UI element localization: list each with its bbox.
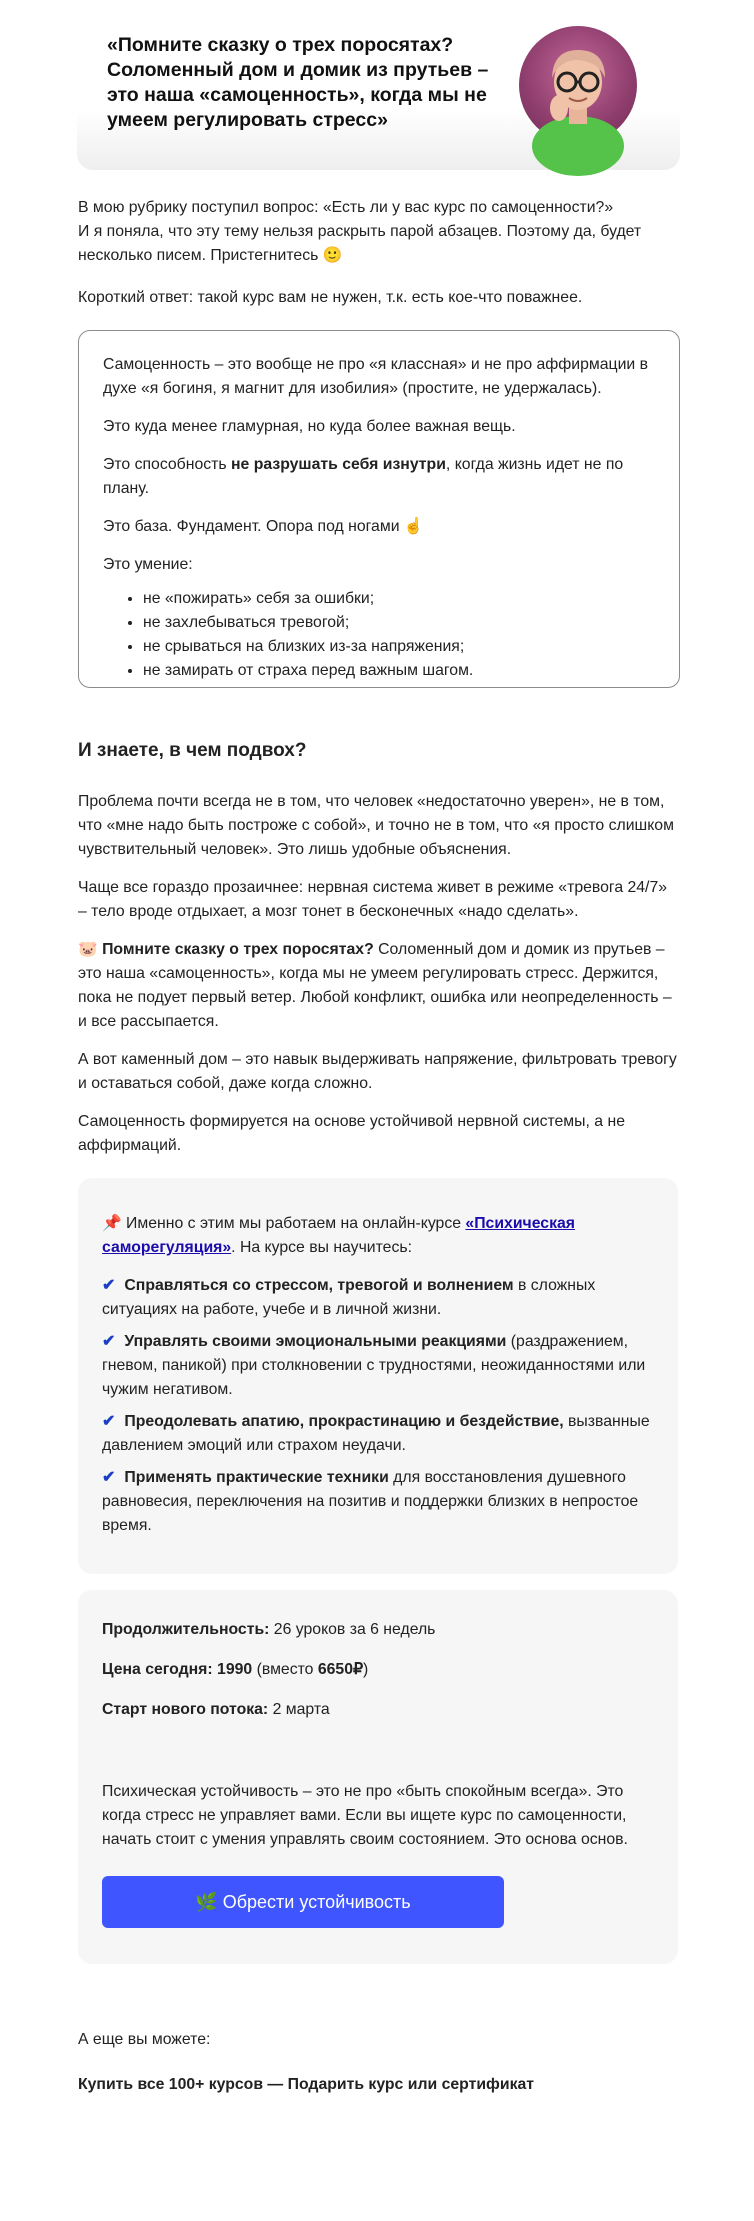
intro-answer: И я поняла, что эту тему нельзя раскрыть парой абзацев. Поэтому да, будет несколько писем. Пристегнитесь 🙂 (78, 223, 642, 264)
skills-list (103, 587, 651, 683)
course-item: ✔ Справляться со стрессом, тревогой и волнением в сложных ситуациях на работе, учебе и в личной жизни. (102, 1274, 658, 1322)
body-p3: 🐷 Помните сказку о трех поросятах? Соломенный дом и домик из прутьев – это наша «самоценность», когда мы не умеем регулировать стресс. Держится, пока не подует первый ветер. Любой конфликт, ошибка или неопределенность – и все рассыпается. (78, 941, 672, 1030)
definition-p4: Это база. Фундамент. Опора под ногами ☝️ (103, 518, 424, 535)
body-p4: А вот каменный дом – это навык выдерживать напряжение, фильтровать тревогу и оставаться собой, даже когда сложно. (78, 1051, 677, 1092)
body-p5: Самоценность формируется на основе устойчивой нервной системы, а не аффирмаций. (78, 1113, 625, 1154)
course-item: ✔ Применять практические техники для восстановления душевного равновесия, переключения на позитив и поддержки близких в непростое время. (102, 1466, 658, 1538)
check-icon: ✔ (102, 1469, 116, 1486)
short-answer: Короткий ответ: такой курс вам не нужен, т.к. есть кое-что поважнее. (78, 289, 583, 306)
intro-question: В мою рубрику поступил вопрос: «Есть ли у вас курс по самоценности?» (78, 199, 614, 216)
course-panel (78, 1178, 678, 1574)
header-title: «Помните сказку о трех поросятах? Соломенный дом и домик из прутьев – это наша «самоценность», когда мы не умеем регулировать стресс» (107, 34, 489, 131)
footer-links-cut: Купить все 100+ курсов — Подарить курс или сертификат (78, 2076, 534, 2093)
course-item: ✔ Преодолевать апатию, прокрастинацию и бездействие, вызванные давлением эмоций или страхом неудачи. (102, 1410, 658, 1458)
more-options-label: А еще вы можете: (78, 2031, 211, 2048)
list-item: • не «пожирать» себя за ошибки; (143, 587, 651, 611)
check-icon: ✔ (102, 1413, 116, 1430)
body-p1: Проблема почти всегда не в том, что человек «недостаточно уверен», не в том, что «мне надо быть построже с собой», и точно не в том, что «я просто слишком чувствительный человек». Это лишь удобные объяснения. (78, 793, 674, 858)
intro-paragraph (78, 196, 678, 268)
closing-paragraph: Психическая устойчивость – это не про «быть спокойным всегда». Это когда стресс не управляет вами. Если вы ищете курс по самоценности, начать стоит с умения управлять своим состоянием. Это основа основ. (102, 1783, 628, 1848)
definition-p2: Это куда менее гламурная, но куда более важная вещь. (103, 418, 516, 435)
email-header (77, 20, 680, 170)
list-item: • не захлебываться тревогой; (143, 611, 651, 635)
check-icon: ✔ (102, 1277, 116, 1294)
course-intro: 📌 Именно с этим мы работаем на онлайн-курсе «Психическая саморегуляция». На курсе вы научитесь: (102, 1215, 575, 1256)
author-avatar (519, 26, 637, 144)
duration-line: Продолжительность: 26 уроков за 6 недель (102, 1621, 436, 1638)
body-p2: Чаще все гораздо прозаичнее: нервная система живет в режиме «тревога 24/7» – тело вроде отдыхает, а мозг тонет в бесконечных «надо сделать». (78, 879, 668, 920)
definition-p3: Это способность не разрушать себя изнутри, когда жизнь идет не по плану. (103, 456, 624, 497)
definition-emphasis: не разрушать себя изнутри (231, 456, 446, 473)
price-line: Цена сегодня: 1990 (вместо 6650₽) (102, 1661, 369, 1678)
author-portrait-image (519, 26, 637, 144)
list-item: • не замирать от страха перед важным шагом. (143, 659, 651, 683)
get-stability-button[interactable]: 🌿 Обрести устойчивость (102, 1876, 504, 1928)
definition-p1: Самоценность – это вообще не про «я классная» и не про аффирмации в духе «я богиня, я магнит для изобилия» (простите, не удержалась). (103, 356, 649, 397)
course-item: ✔ Управлять своими эмоциональными реакциями (раздражением, гневом, паникой) при столкновении с трудностями, неожиданностями или чужим негативом. (102, 1330, 658, 1402)
list-item: • не срываться на близких из-за напряжения; (143, 635, 651, 659)
pig-icon: 🐷 (78, 941, 98, 958)
definition-p5: Это умение: (103, 556, 193, 573)
pin-icon: 📌 (102, 1215, 122, 1232)
course-info-panel (78, 1590, 678, 1964)
start-line: Старт нового потока: 2 марта (102, 1701, 330, 1718)
course-link[interactable]: «Психическая саморегуляция» (102, 1215, 575, 1256)
section-heading: И знаете, в чем подвох? (78, 740, 307, 761)
check-icon: ✔ (102, 1333, 116, 1350)
definition-box (78, 330, 680, 688)
